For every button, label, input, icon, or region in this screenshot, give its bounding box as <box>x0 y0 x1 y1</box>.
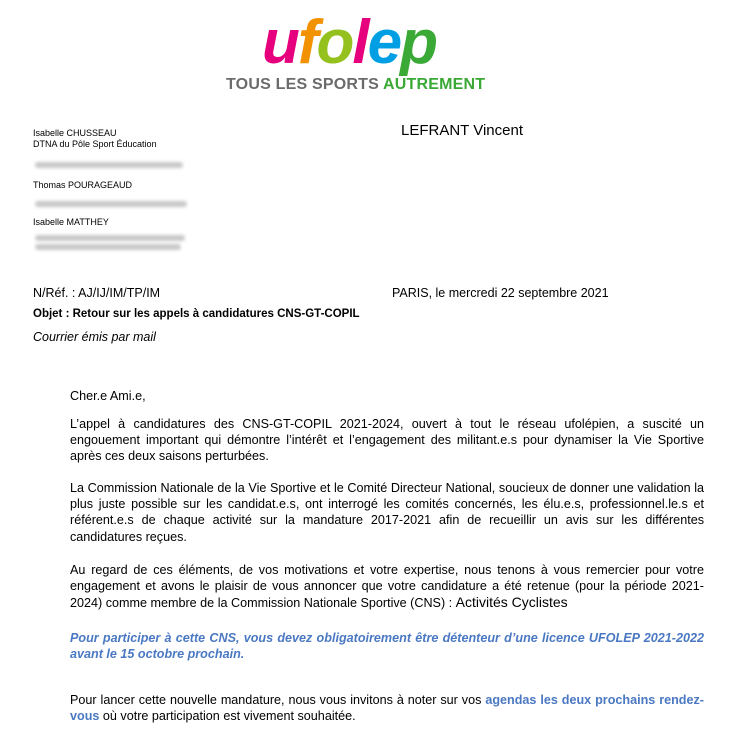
sender-3-name: Isabelle MATTHEY <box>33 217 109 227</box>
tagline-part2: AUTREMENT <box>383 76 486 93</box>
redacted-contact <box>35 201 187 207</box>
logo-wordmark <box>262 8 436 77</box>
reference: N/Réf. : AJ/IJ/IM/TP/IM <box>33 286 161 300</box>
redacted-contact <box>35 244 181 250</box>
recipient-name: LEFRANT Vincent <box>401 122 523 139</box>
sender-1-role: DTNA du Pôle Sport Éducation <box>33 139 157 149</box>
paragraph-5-end: où votre participation est vivement souhaitée. <box>99 709 356 724</box>
selected-activity: Activités Cyclistes <box>455 594 568 611</box>
sent-by-mail-note: Courrier émis par mail <box>33 330 156 344</box>
subject-line: Objet : Retour sur les appels à candidatures CNS-GT-COPIL <box>33 308 360 320</box>
paragraph-2: La Commission Nationale de la Vie Sportive et le Comité Directeur National, soucieux de donner une validation la plus juste possible sur les candidat.e.s, ont interrogé les comités concernés, les élu.e.s, professionnel.le.s et référent.e.s de chaque activité sur la mandature 2017-2021 afin de recueillir un avis sur les différentes candidatures reçues. <box>70 481 704 544</box>
redacted-contact <box>35 235 185 241</box>
sender-3 <box>33 217 109 228</box>
paragraph-3-text: Au regard de ces éléments, de vos motivations et votre expertise, nous tenons à vous remercier pour votre engagement et avons le plaisir de vous annoncer que votre candidature a été retenue (pour la période 2021-2024) comme membre de la Commission Nationale Sportive (CNS) : <box>70 563 704 611</box>
date-line: PARIS, le mercredi 22 septembre 2021 <box>392 286 609 300</box>
redacted-contact <box>35 162 183 168</box>
logo-tagline <box>226 76 485 94</box>
ufolep-logo <box>220 8 510 100</box>
paragraph-5 <box>70 692 704 724</box>
logo-letter: f <box>297 8 317 77</box>
salutation: Cher.e Ami.e, <box>70 389 146 403</box>
logo-letter: p <box>400 8 436 77</box>
logo-letter: o <box>316 8 353 77</box>
paragraph-1: L’appel à candidatures des CNS-GT-COPIL 2021-2024, ouvert à tout le réseau ufolépien, a suscité un engouement important qui démontre l’intérêt et l’engagement des militant.e.s pour dynamiser la Vie Sportive après ces deux saisons perturbées. <box>70 417 704 464</box>
sender-1 <box>33 128 157 150</box>
logo-letter: u <box>262 8 298 77</box>
tagline-part1: TOUS LES SPORTS <box>226 76 379 93</box>
sender-2 <box>33 180 132 191</box>
sender-2-name: Thomas POURAGEAUD <box>33 180 133 190</box>
logo-letter: e <box>367 8 401 77</box>
sender-1-name: Isabelle CHUSSEAU <box>33 128 117 138</box>
paragraph-3 <box>70 562 704 612</box>
license-notice: Pour participer à cette CNS, vous devez obligatoirement être détenteur d’une licence UFOLEP 2021-2022 avant le 15 octobre prochain. <box>70 631 704 662</box>
agenda-highlight: agendas les deux prochains rendez-vous <box>70 693 704 724</box>
logo-letter: l <box>352 8 368 77</box>
paragraph-5-start: Pour lancer cette nouvelle mandature, nous vous invitons à noter sur vos <box>70 693 486 707</box>
